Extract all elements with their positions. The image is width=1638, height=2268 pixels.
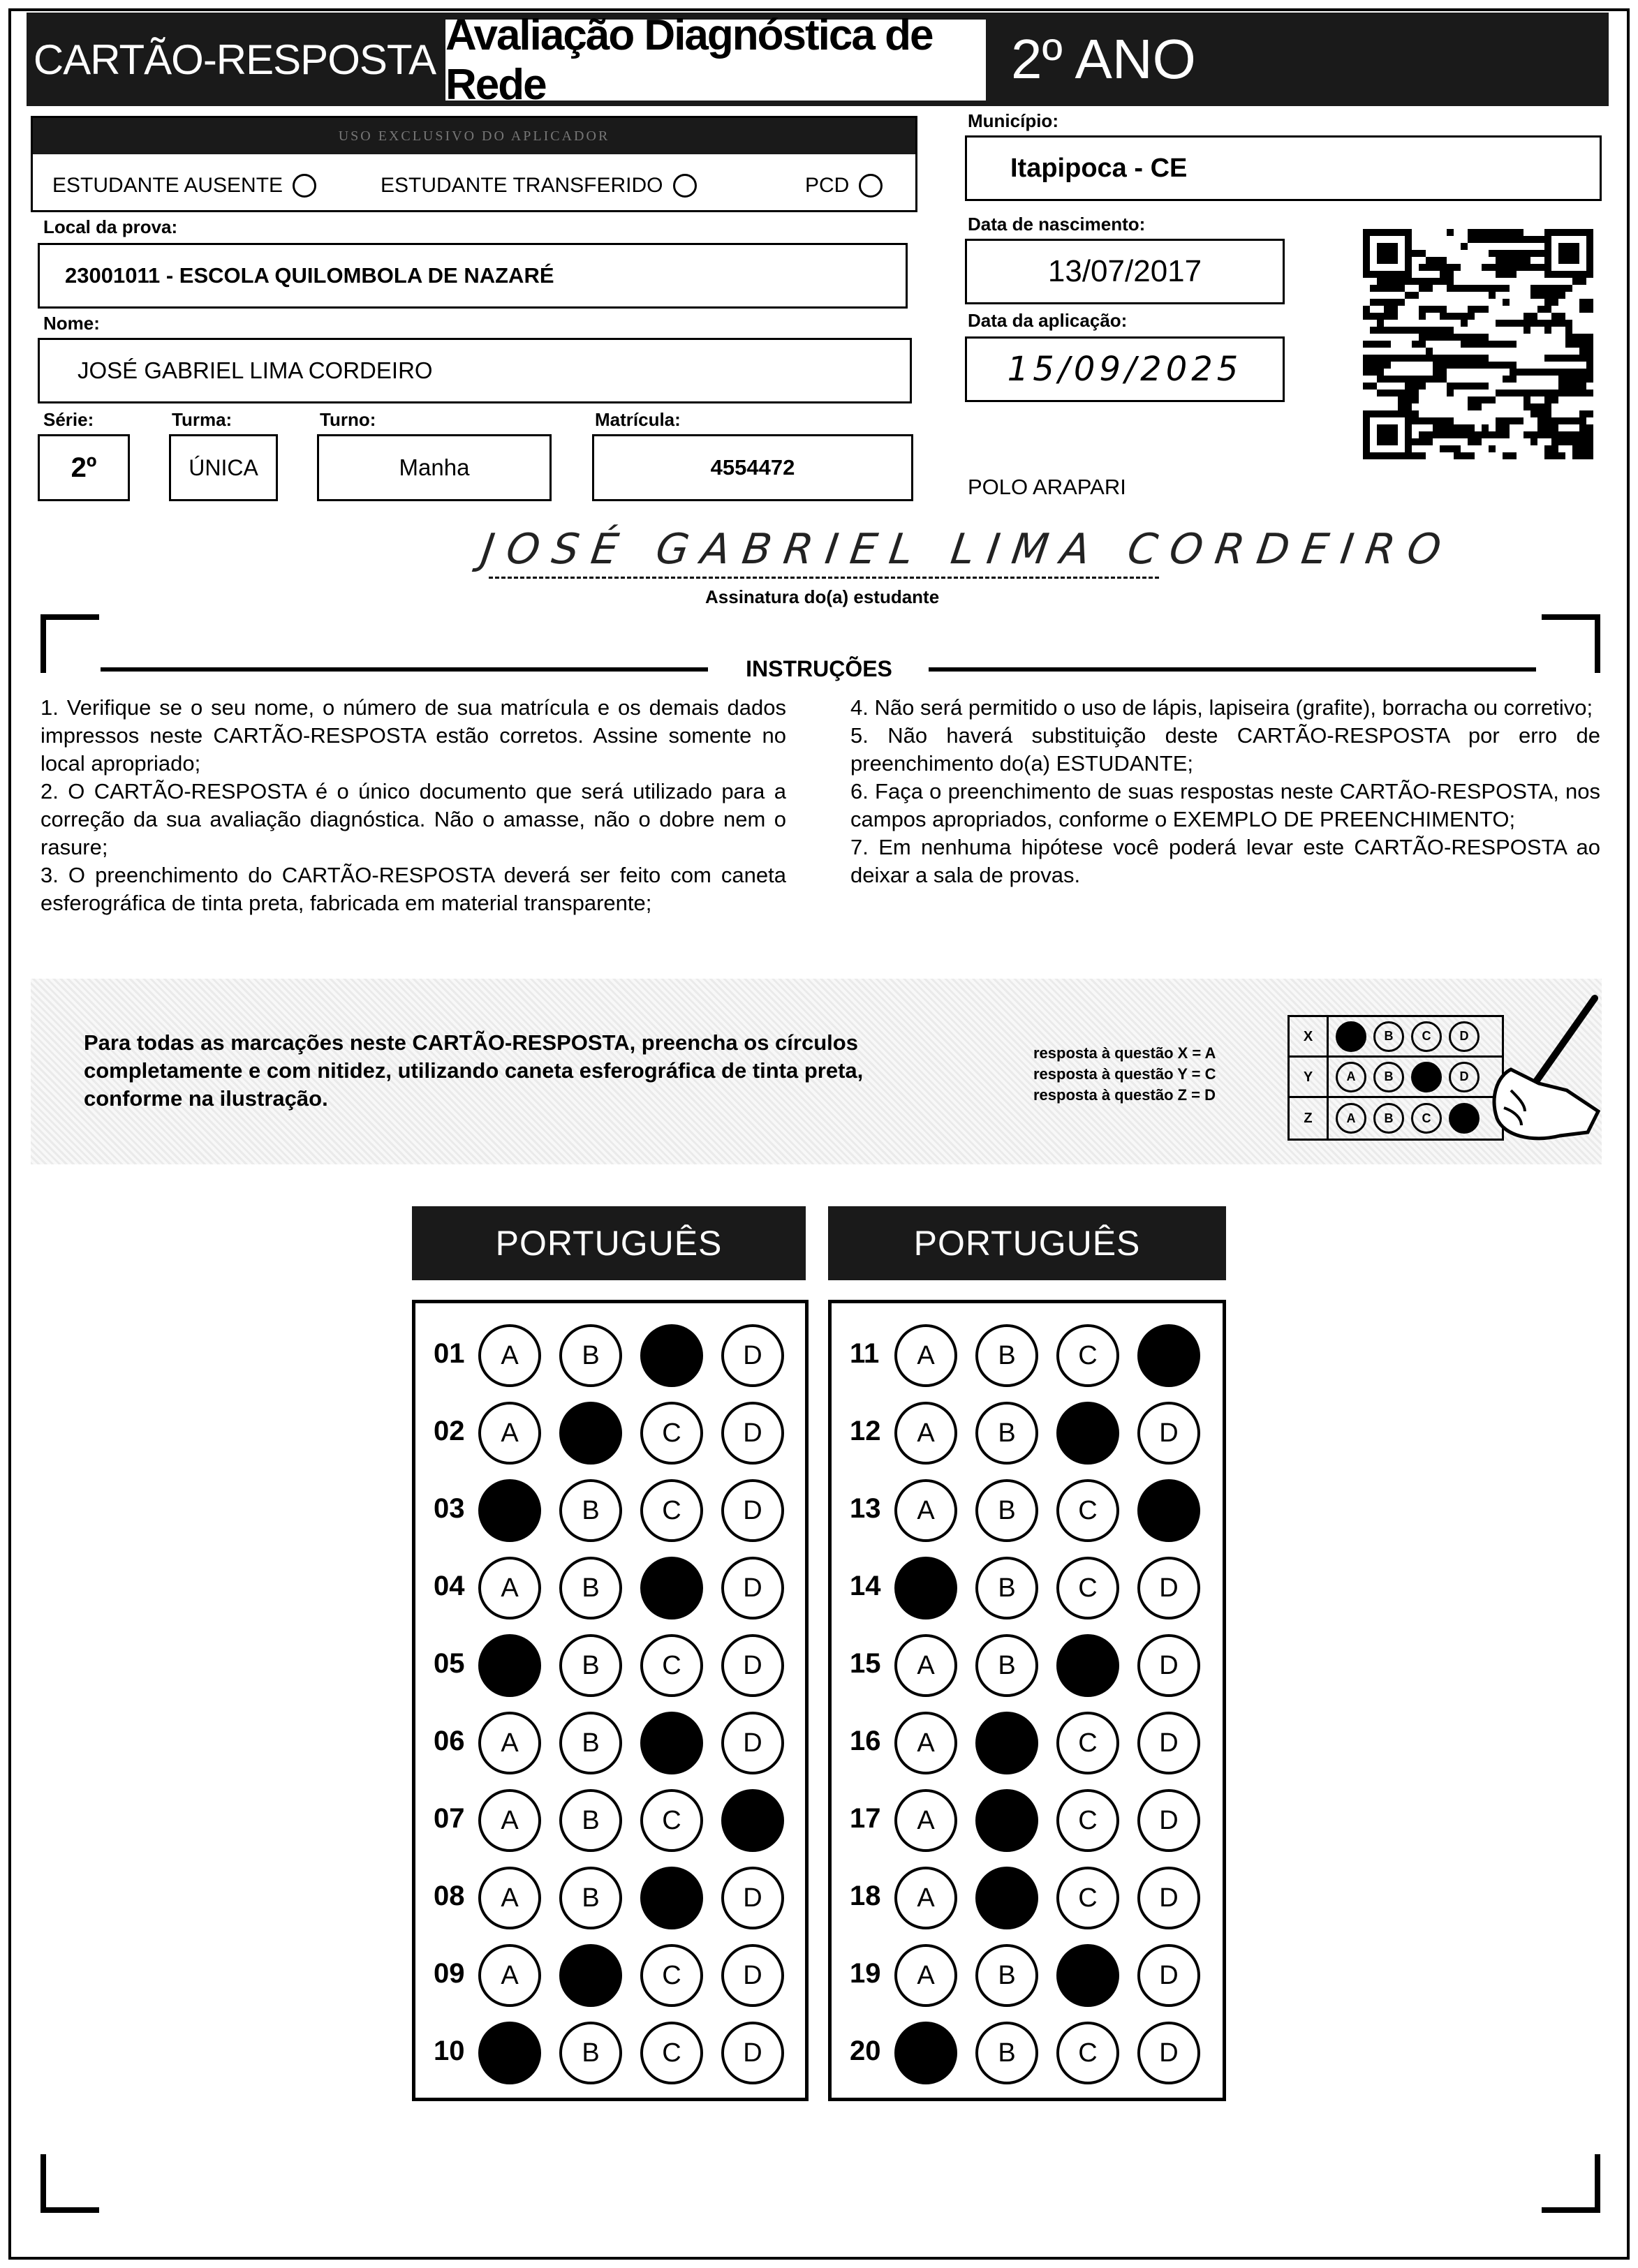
answer-bubble-b[interactable]: B <box>975 1944 1038 2007</box>
transferred-bubble[interactable] <box>673 174 697 198</box>
question-row <box>415 1479 805 1542</box>
answer-bubble-d[interactable]: D <box>1137 1712 1200 1774</box>
example-bubble-a: A <box>1336 1103 1366 1134</box>
answer-bubble-c[interactable]: C <box>1056 1867 1119 1929</box>
answer-bubble-b[interactable]: B <box>559 1712 622 1774</box>
question-row <box>832 1479 1223 1542</box>
answer-bubble-c[interactable]: C <box>640 1402 703 1465</box>
answer-bubble-a[interactable]: A <box>894 1944 957 2007</box>
answer-bubble-a[interactable]: A <box>478 1789 541 1852</box>
answer-bubble-a[interactable]: A <box>478 1634 541 1697</box>
example-row <box>1290 1017 1502 1058</box>
nascimento-field: 13/07/2017 <box>965 239 1285 304</box>
example-bubble-b: B <box>1373 1021 1404 1052</box>
answer-bubble-b[interactable]: B <box>559 1867 622 1929</box>
question-row <box>415 1402 805 1465</box>
pcd-bubble[interactable] <box>859 174 883 198</box>
answer-bubble-b[interactable]: B <box>975 1479 1038 1542</box>
answer-bubble-a[interactable]: A <box>478 2022 541 2084</box>
answer-bubble-a[interactable]: A <box>478 1402 541 1465</box>
answer-bubble-d[interactable]: D <box>721 2022 784 2084</box>
question-number: 17 <box>850 1803 881 1834</box>
answer-bubble-c[interactable]: C <box>640 2022 703 2084</box>
answer-bubble-d[interactable]: D <box>1137 1867 1200 1929</box>
instruction-item: 5. Não haverá substituição deste CARTÃO-RESPOSTA por erro de preenchimento do(a) ESTUDANTE; <box>850 723 1600 776</box>
answer-panel-right <box>828 1300 1226 2101</box>
matricula-label: Matrícula: <box>595 409 681 430</box>
instruction-item: 7. Em nenhuma hipótese você poderá levar este CARTÃO-RESPOSTA ao deixar a sala de provas. <box>850 835 1600 887</box>
question-row <box>832 1789 1223 1852</box>
instruction-item: 3. O preenchimento do CARTÃO-RESPOSTA deverá ser feito com caneta esferográfica de tinta preta, fabricada em material transparente; <box>40 863 786 915</box>
answer-bubble-b[interactable]: B <box>975 1789 1038 1852</box>
answer-bubble-b[interactable]: B <box>559 1557 622 1620</box>
question-row <box>832 1867 1223 1929</box>
answer-bubble-d[interactable]: D <box>1137 2022 1200 2084</box>
header-card-title: CARTÃO-RESPOSTA <box>33 36 436 83</box>
answer-bubble-c[interactable]: C <box>640 1634 703 1697</box>
answer-bubble-b[interactable]: B <box>975 1712 1038 1774</box>
answer-bubble-a[interactable]: A <box>894 1712 957 1774</box>
question-row <box>415 1944 805 2007</box>
answer-bubble-d[interactable]: D <box>1137 1944 1200 2007</box>
turma-label: Turma: <box>172 409 233 430</box>
answer-bubble-a[interactable]: A <box>478 1324 541 1387</box>
answer-bubble-a[interactable]: A <box>894 2022 957 2084</box>
answer-bubble-d[interactable]: D <box>1137 1789 1200 1852</box>
example-bubble-c <box>1411 1062 1442 1092</box>
absent-label: ESTUDANTE AUSENTE <box>52 174 283 197</box>
question-row <box>832 1402 1223 1465</box>
answer-bubble-c[interactable]: C <box>640 1712 703 1774</box>
answer-bubble-b[interactable]: B <box>975 1634 1038 1697</box>
answer-bubble-d[interactable]: D <box>721 1479 784 1542</box>
answer-bubble-b[interactable]: B <box>559 1324 622 1387</box>
example-key-line: resposta à questão Y = C <box>1033 1065 1216 1083</box>
answer-bubble-c[interactable]: C <box>640 1557 703 1620</box>
corner-mark-bottom-right <box>1542 2154 1600 2213</box>
answer-bubble-c[interactable]: C <box>1056 1789 1119 1852</box>
question-number: 03 <box>434 1493 465 1524</box>
answer-bubble-a[interactable]: A <box>478 1867 541 1929</box>
answer-bubble-c[interactable]: C <box>640 1789 703 1852</box>
local-field: 23001011 - ESCOLA QUILOMBOLA DE NAZARÉ <box>38 243 908 309</box>
answer-bubble-a[interactable]: A <box>894 1479 957 1542</box>
example-bubble-a <box>1336 1021 1366 1052</box>
example-bubble-d <box>1449 1103 1480 1134</box>
answer-bubble-a[interactable]: A <box>894 1324 957 1387</box>
example-bubble-b: B <box>1373 1062 1404 1092</box>
signature-label: Assinatura do(a) estudante <box>705 586 940 607</box>
serie-field: 2º <box>38 434 130 501</box>
answer-bubble-c[interactable]: C <box>1056 1402 1119 1465</box>
answer-bubble-b[interactable]: B <box>559 1944 622 2007</box>
example-key-line: resposta à questão X = A <box>1033 1044 1216 1062</box>
answer-bubble-d[interactable]: D <box>721 1634 784 1697</box>
question-row <box>415 2022 805 2084</box>
example-row <box>1290 1058 1502 1098</box>
answer-bubble-c[interactable]: C <box>640 1324 703 1387</box>
question-number: 12 <box>850 1416 881 1446</box>
corner-mark-bottom-left <box>40 2154 99 2213</box>
answer-bubble-b[interactable]: B <box>559 1634 622 1697</box>
instructions-title: INSTRUÇÕES <box>746 656 892 681</box>
question-row <box>415 1867 805 1929</box>
question-number: 04 <box>434 1571 465 1601</box>
qr-code-icon <box>1363 229 1593 459</box>
example-row-label: X <box>1290 1016 1329 1057</box>
answer-bubble-b[interactable]: B <box>975 1867 1038 1929</box>
answer-bubble-d[interactable]: D <box>1137 1557 1200 1620</box>
answer-bubble-b[interactable]: B <box>975 1324 1038 1387</box>
answer-bubble-c[interactable]: C <box>640 1479 703 1542</box>
fill-example-key <box>1033 1043 1216 1106</box>
question-row <box>832 2022 1223 2084</box>
question-number: 06 <box>434 1726 465 1756</box>
turma-field: ÚNICA <box>169 434 278 501</box>
example-bubble-a: A <box>1336 1062 1366 1092</box>
applicator-bar: USO EXCLUSIVO DO APLICADOR <box>33 118 915 154</box>
municipio-label: Município: <box>968 110 1058 131</box>
question-number: 05 <box>434 1648 465 1679</box>
answer-bubble-c[interactable]: C <box>1056 1557 1119 1620</box>
header-bar <box>27 11 1609 109</box>
instructions-left-column <box>40 694 786 917</box>
answer-bubble-d[interactable]: D <box>721 1402 784 1465</box>
question-row <box>415 1712 805 1774</box>
turno-field: Manha <box>317 434 552 501</box>
instruction-item: 2. O CARTÃO-RESPOSTA é o único documento que será utilizado para a correção da sua avaliação diagnóstica. Não o amasse, não o dobre nem o rasure; <box>40 779 786 859</box>
answer-bubble-a[interactable]: A <box>894 1557 957 1620</box>
example-bubble-b: B <box>1373 1103 1404 1134</box>
instruction-item: 6. Faça o preenchimento de suas respostas neste CARTÃO-RESPOSTA, nos campos apropriados, conforme o EXEMPLO DE PREENCHIMENTO; <box>850 779 1600 831</box>
applicator-box <box>31 116 917 212</box>
answer-bubble-d[interactable]: D <box>721 1712 784 1774</box>
question-row <box>415 1324 805 1387</box>
answer-bubble-a[interactable]: A <box>894 1402 957 1465</box>
question-number: 07 <box>434 1803 465 1834</box>
nome-field: JOSÉ GABRIEL LIMA CORDEIRO <box>38 338 912 403</box>
student-signature[interactable]: JOSÉ GABRIEL LIMA CORDEIRO <box>478 525 1456 574</box>
question-row <box>832 1557 1223 1620</box>
aplicacao-label: Data da aplicação: <box>968 310 1128 331</box>
answer-bubble-d[interactable]: D <box>721 1944 784 2007</box>
answer-bubble-b[interactable]: B <box>559 1479 622 1542</box>
absent-bubble[interactable] <box>293 174 316 198</box>
example-key-line: resposta à questão Z = D <box>1033 1086 1216 1104</box>
fill-example-strip <box>31 979 1602 1164</box>
answer-bubble-a[interactable]: A <box>478 1944 541 2007</box>
answer-bubble-a[interactable]: A <box>894 1789 957 1852</box>
signature-line <box>489 577 1159 579</box>
question-number: 10 <box>434 2036 465 2066</box>
answer-bubble-a[interactable]: A <box>894 1867 957 1929</box>
example-row-label: Y <box>1290 1057 1329 1097</box>
question-number: 01 <box>434 1338 465 1369</box>
question-number: 14 <box>850 1571 881 1601</box>
question-number: 20 <box>850 2036 881 2066</box>
answer-bubble-b[interactable]: B <box>975 1402 1038 1465</box>
answer-bubble-d[interactable]: D <box>721 1789 784 1852</box>
fill-example-grid <box>1287 1015 1504 1141</box>
example-bubble-d: D <box>1449 1021 1480 1052</box>
answer-bubble-c[interactable]: C <box>1056 1324 1119 1387</box>
answer-bubble-d[interactable]: D <box>1137 1634 1200 1697</box>
serie-label: Série: <box>43 409 94 430</box>
question-number: 15 <box>850 1648 881 1679</box>
question-row <box>832 1324 1223 1387</box>
header-grade: 2º ANO <box>1011 28 1196 90</box>
instructions-rule-right <box>929 667 1536 672</box>
answer-bubble-d[interactable]: D <box>721 1324 784 1387</box>
question-number: 16 <box>850 1726 881 1756</box>
question-number: 19 <box>850 1958 881 1989</box>
answer-bubble-b[interactable]: B <box>559 1402 622 1465</box>
municipio-field: Itapipoca - CE <box>965 135 1602 201</box>
transferred-label: ESTUDANTE TRANSFERIDO <box>381 174 663 197</box>
instructions-right-column <box>850 694 1600 889</box>
answer-panel-left <box>412 1300 809 2101</box>
question-number: 02 <box>434 1416 465 1446</box>
answer-bubble-d[interactable]: D <box>721 1557 784 1620</box>
answer-bubble-d[interactable]: D <box>721 1867 784 1929</box>
turno-label: Turno: <box>320 409 376 430</box>
answer-bubble-c[interactable]: C <box>640 1944 703 2007</box>
example-row-label: Z <box>1290 1098 1329 1139</box>
answer-bubble-c[interactable]: C <box>640 1867 703 1929</box>
example-bubble-c: C <box>1411 1021 1442 1052</box>
answer-bubble-a[interactable]: A <box>478 1712 541 1774</box>
matricula-field: 4554472 <box>592 434 913 501</box>
instruction-item: 1. Verifique se o seu nome, o número de sua matrícula e os demais dados impressos neste CARTÃO-RESPOSTA estão corretos. Assine somente no local apropriado; <box>40 695 786 776</box>
polo-label: POLO ARAPARI <box>968 475 1126 499</box>
question-row <box>832 1944 1223 2007</box>
nascimento-label: Data de nascimento: <box>968 214 1146 235</box>
question-number: 13 <box>850 1493 881 1524</box>
question-number: 08 <box>434 1881 465 1911</box>
question-row <box>415 1557 805 1620</box>
pcd-option[interactable] <box>805 174 883 198</box>
answer-bubble-c[interactable]: C <box>1056 1479 1119 1542</box>
answer-bubble-d[interactable]: D <box>1137 1479 1200 1542</box>
aplicacao-field[interactable]: 15/09/2025 <box>965 336 1285 402</box>
section-title-left: PORTUGUÊS <box>412 1206 806 1280</box>
answer-bubble-a[interactable]: A <box>478 1479 541 1542</box>
question-row <box>415 1634 805 1697</box>
local-label: Local da prova: <box>43 216 178 237</box>
header-exam-title: Avaliação Diagnóstica de Rede <box>445 20 986 101</box>
answer-bubble-c[interactable]: C <box>1056 2022 1119 2084</box>
answer-bubble-d[interactable]: D <box>1137 1402 1200 1465</box>
answer-bubble-b[interactable]: B <box>975 1557 1038 1620</box>
hand-pen-icon <box>1483 993 1602 1146</box>
answer-bubble-c[interactable]: C <box>1056 1944 1119 2007</box>
question-number: 09 <box>434 1958 465 1989</box>
question-row <box>832 1712 1223 1774</box>
nome-label: Nome: <box>43 313 100 334</box>
example-row <box>1290 1098 1502 1139</box>
instruction-item: 4. Não será permitido o uso de lápis, lapiseira (grafite), borracha ou corretivo; <box>850 695 1593 720</box>
transferred-option[interactable] <box>381 174 697 198</box>
answer-bubble-d[interactable]: D <box>1137 1324 1200 1387</box>
pcd-label: PCD <box>805 174 850 197</box>
answer-bubble-b[interactable]: B <box>559 1789 622 1852</box>
example-bubble-d: D <box>1449 1062 1480 1092</box>
absent-option[interactable] <box>52 174 316 198</box>
fill-example-text: Para todas as marcações neste CARTÃO-RESPOSTA, preencha os círculos completamente e com nitidez, utilizando caneta esferográfica de tinta preta, conforme na ilustração. <box>84 1030 864 1111</box>
answer-bubble-b[interactable]: B <box>975 2022 1038 2084</box>
answer-bubble-a[interactable]: A <box>478 1557 541 1620</box>
answer-bubble-b[interactable]: B <box>559 2022 622 2084</box>
answer-bubble-c[interactable]: C <box>1056 1712 1119 1774</box>
question-row <box>832 1634 1223 1697</box>
section-title-right: PORTUGUÊS <box>828 1206 1226 1280</box>
question-number: 18 <box>850 1881 881 1911</box>
question-number: 11 <box>850 1338 880 1369</box>
question-row <box>415 1789 805 1852</box>
example-bubble-c: C <box>1411 1103 1442 1134</box>
answer-bubble-c[interactable]: C <box>1056 1634 1119 1697</box>
answer-bubble-a[interactable]: A <box>894 1634 957 1697</box>
